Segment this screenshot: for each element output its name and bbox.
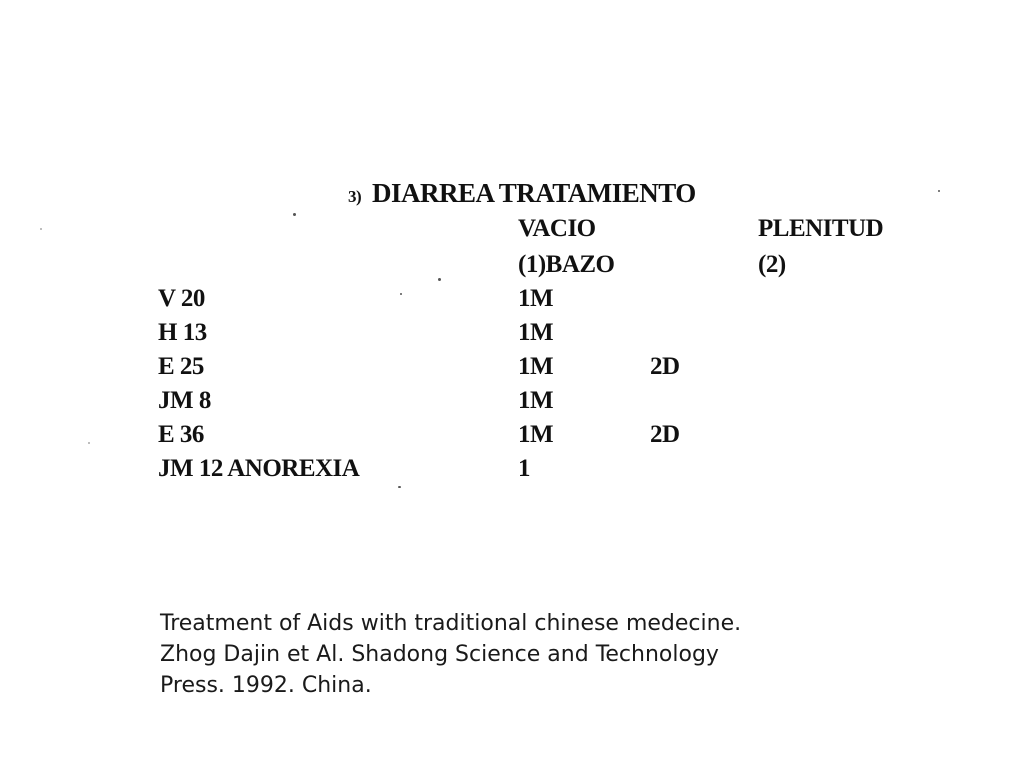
row-value-col1: 1M bbox=[518, 285, 554, 312]
scan-speck bbox=[40, 228, 42, 230]
header-vacio: VACIO bbox=[518, 215, 596, 242]
row-value-col2: 2D bbox=[650, 353, 680, 380]
row-value-col1: 1M bbox=[518, 319, 554, 346]
caption-line: Treatment of Aids with traditional chinese medecine. bbox=[160, 611, 742, 636]
row-label: E 25 bbox=[158, 353, 204, 380]
row-value-col1: 1M bbox=[518, 421, 554, 448]
table-title: DIARREA TRATAMIENTO bbox=[372, 178, 696, 208]
caption-line: Press. 1992. China. bbox=[160, 673, 372, 698]
row-value-col1: 1M bbox=[518, 387, 554, 414]
scan-speck bbox=[938, 190, 940, 192]
row-label: E 36 bbox=[158, 421, 204, 448]
row-value-col1: 1M bbox=[518, 353, 554, 380]
table-number: 3) bbox=[348, 187, 362, 206]
scan-speck bbox=[293, 213, 296, 216]
row-label: JM 12 ANOREXIA bbox=[158, 455, 360, 482]
caption-line: Zhog Dajin et Al. Shadong Science and Technology bbox=[160, 642, 719, 667]
header-bazo: (1)BAZO bbox=[518, 251, 615, 278]
row-value-col1: 1 bbox=[518, 455, 530, 482]
scan-speck bbox=[398, 486, 401, 488]
scan-speck bbox=[400, 293, 402, 295]
scan-speck bbox=[88, 442, 90, 444]
header-col2-number: (2) bbox=[758, 251, 786, 278]
row-label: V 20 bbox=[158, 285, 205, 312]
row-value-col2: 2D bbox=[650, 421, 680, 448]
row-label: JM 8 bbox=[158, 387, 211, 414]
scan-speck bbox=[438, 278, 441, 281]
header-plenitud: PLENITUD bbox=[758, 215, 884, 242]
citation-caption bbox=[160, 608, 880, 701]
row-label: H 13 bbox=[158, 319, 207, 346]
